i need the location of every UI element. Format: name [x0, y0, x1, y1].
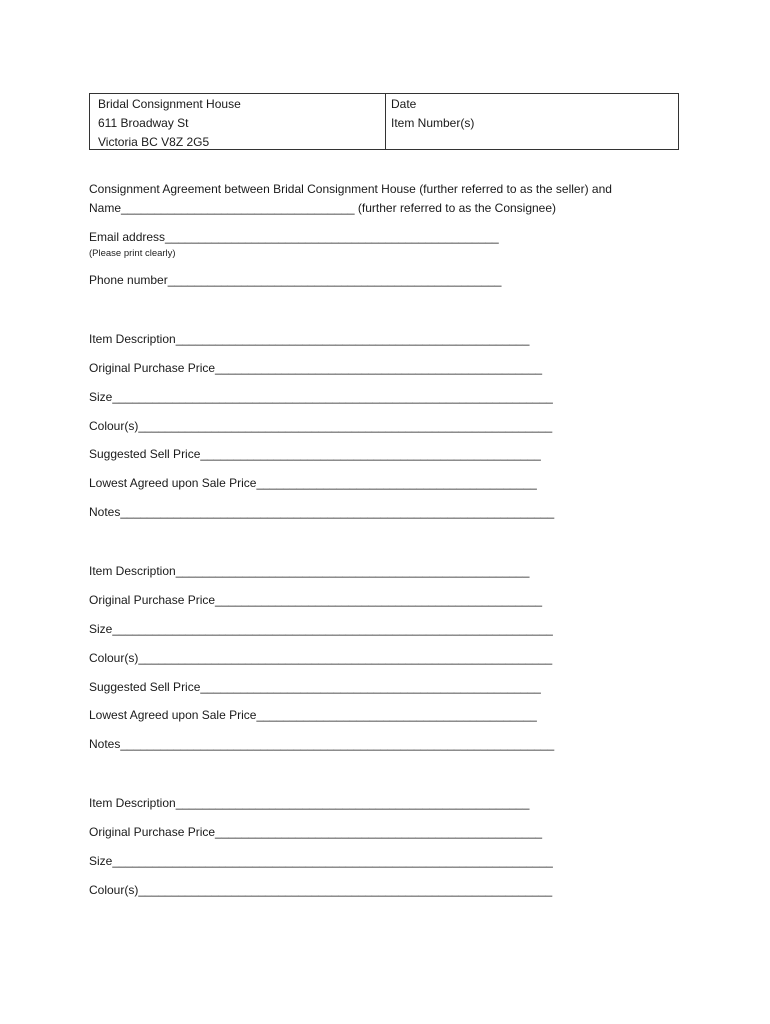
- item-1-description: Item Description_____________________________________________________: [89, 332, 530, 346]
- print-note: (Please print clearly): [89, 248, 176, 259]
- item-1-lowest-price: Lowest Agreed upon Sale Price__________________________________________: [89, 476, 537, 490]
- date-item-cell: [386, 94, 678, 149]
- item-2-sell-price: Suggested Sell Price___________________________________________________: [89, 680, 541, 694]
- header-table: [89, 93, 679, 150]
- item-numbers-label: Item Number(s): [391, 116, 475, 130]
- item-1-size: Size__________________________________________________________________: [89, 390, 553, 404]
- date-label: Date: [391, 97, 417, 111]
- item-2-description: Item Description_____________________________________________________: [89, 564, 530, 578]
- business-name: Bridal Consignment House: [98, 97, 241, 111]
- business-address-cell: [90, 94, 386, 149]
- item-1-sell-price: Suggested Sell Price___________________________________________________: [89, 447, 541, 461]
- item-2-lowest-price: Lowest Agreed upon Sale Price__________________________________________: [89, 708, 537, 722]
- business-city: Victoria BC V8Z 2G5: [98, 135, 210, 149]
- item-2-size: Size__________________________________________________________________: [89, 622, 553, 636]
- intro-line-1: Consignment Agreement between Bridal Consignment House (further referred to as the seller) and: [89, 182, 612, 196]
- intro-line-2-name-field: Name___________________________________ (further referred to as the Consignee): [89, 201, 557, 215]
- phone-field: Phone number__________________________________________________: [89, 273, 502, 287]
- business-street: 611 Broadway St: [98, 116, 189, 130]
- email-field: Email address__________________________________________________: [89, 230, 499, 244]
- item-2-notes: Notes_________________________________________________________________: [89, 737, 555, 751]
- item-2-purchase-price: Original Purchase Price_________________________________________________: [89, 593, 543, 607]
- item-3-description: Item Description_____________________________________________________: [89, 796, 530, 810]
- item-3-purchase-price: Original Purchase Price_________________________________________________: [89, 825, 543, 839]
- item-3-size: Size__________________________________________________________________: [89, 854, 553, 868]
- item-3-colours: Colour(s)______________________________________________________________: [89, 883, 553, 897]
- item-1-purchase-price: Original Purchase Price_________________________________________________: [89, 361, 543, 375]
- item-2-colours: Colour(s)______________________________________________________________: [89, 651, 553, 665]
- item-1-notes: Notes_________________________________________________________________: [89, 505, 555, 519]
- item-1-colours: Colour(s)______________________________________________________________: [89, 419, 553, 433]
